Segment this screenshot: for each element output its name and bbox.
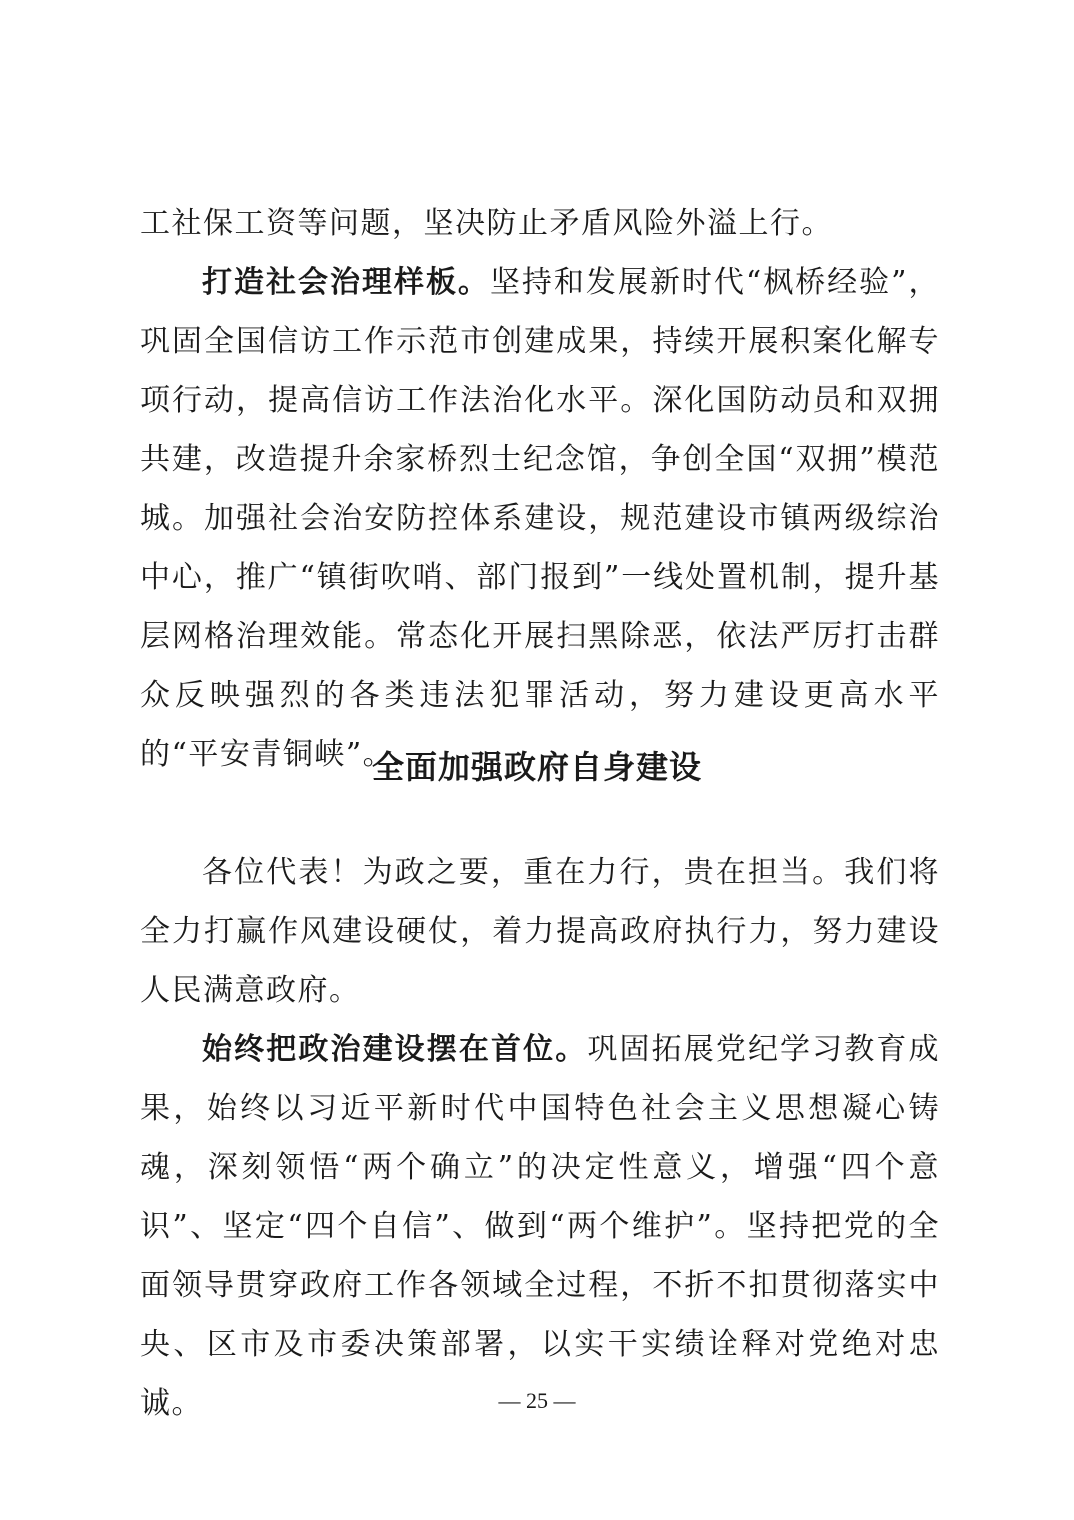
intro-paragraph: 各位代表！为政之要，重在力行，贵在担当。我们将全力打赢作风建设硬仗，着力提高政府执行力，努力建设人民满意政府。 bbox=[140, 855, 940, 1008]
political-building-paragraph bbox=[140, 1020, 940, 1433]
section-heading: 全面加强政府自身建设 bbox=[371, 748, 702, 786]
paragraph-lead-political-building: 始终把政治建设摆在首位。 bbox=[202, 1032, 588, 1067]
paragraph-body-political-building: 巩固拓展党纪学习教育成果，始终以习近平新时代中国特色社会主义思想凝心铸魂，深刻领悟“两个确立”的决定性意义，增强“四个意识”、坚定“四个自信”、做到“两个维护”。坚持把党的全面领导贯穿政府工作各领域全过程，不折不扣贯彻落实中央、区市及市委决策部署，以实干实绩诠释对党绝对忠诚。 bbox=[140, 1032, 941, 1421]
upper-text-block bbox=[140, 194, 940, 784]
lower-text-block bbox=[140, 843, 940, 1433]
page-number: — 25 — bbox=[498, 1388, 576, 1413]
continuation-paragraph: 工社保工资等问题，坚决防止矛盾风险外溢上行。 bbox=[140, 206, 833, 241]
paragraph-lead-social-governance: 打造社会治理样板。 bbox=[202, 265, 490, 300]
paragraph-body-social-governance: 坚持和发展新时代“枫桥经验”，巩固全国信访工作示范市创建成果，持续开展积案化解专项行动，提高信访工作法治化水平。深化国防动员和双拥共建，改造提升余家桥烈士纪念馆，争创全国“双拥”模范城。加强社会治安防控体系建设，规范建设市镇两级综治中心，推广“镇街吹哨、部门报到”一线处置机制，提升基层网格治理效能。常态化开展扫黑除恶，依法严厉打击群众反映强烈的各类违法犯罪活动，努力建设更高水平的“平安青铜峡”。 bbox=[140, 265, 940, 772]
social-governance-paragraph bbox=[140, 253, 940, 784]
